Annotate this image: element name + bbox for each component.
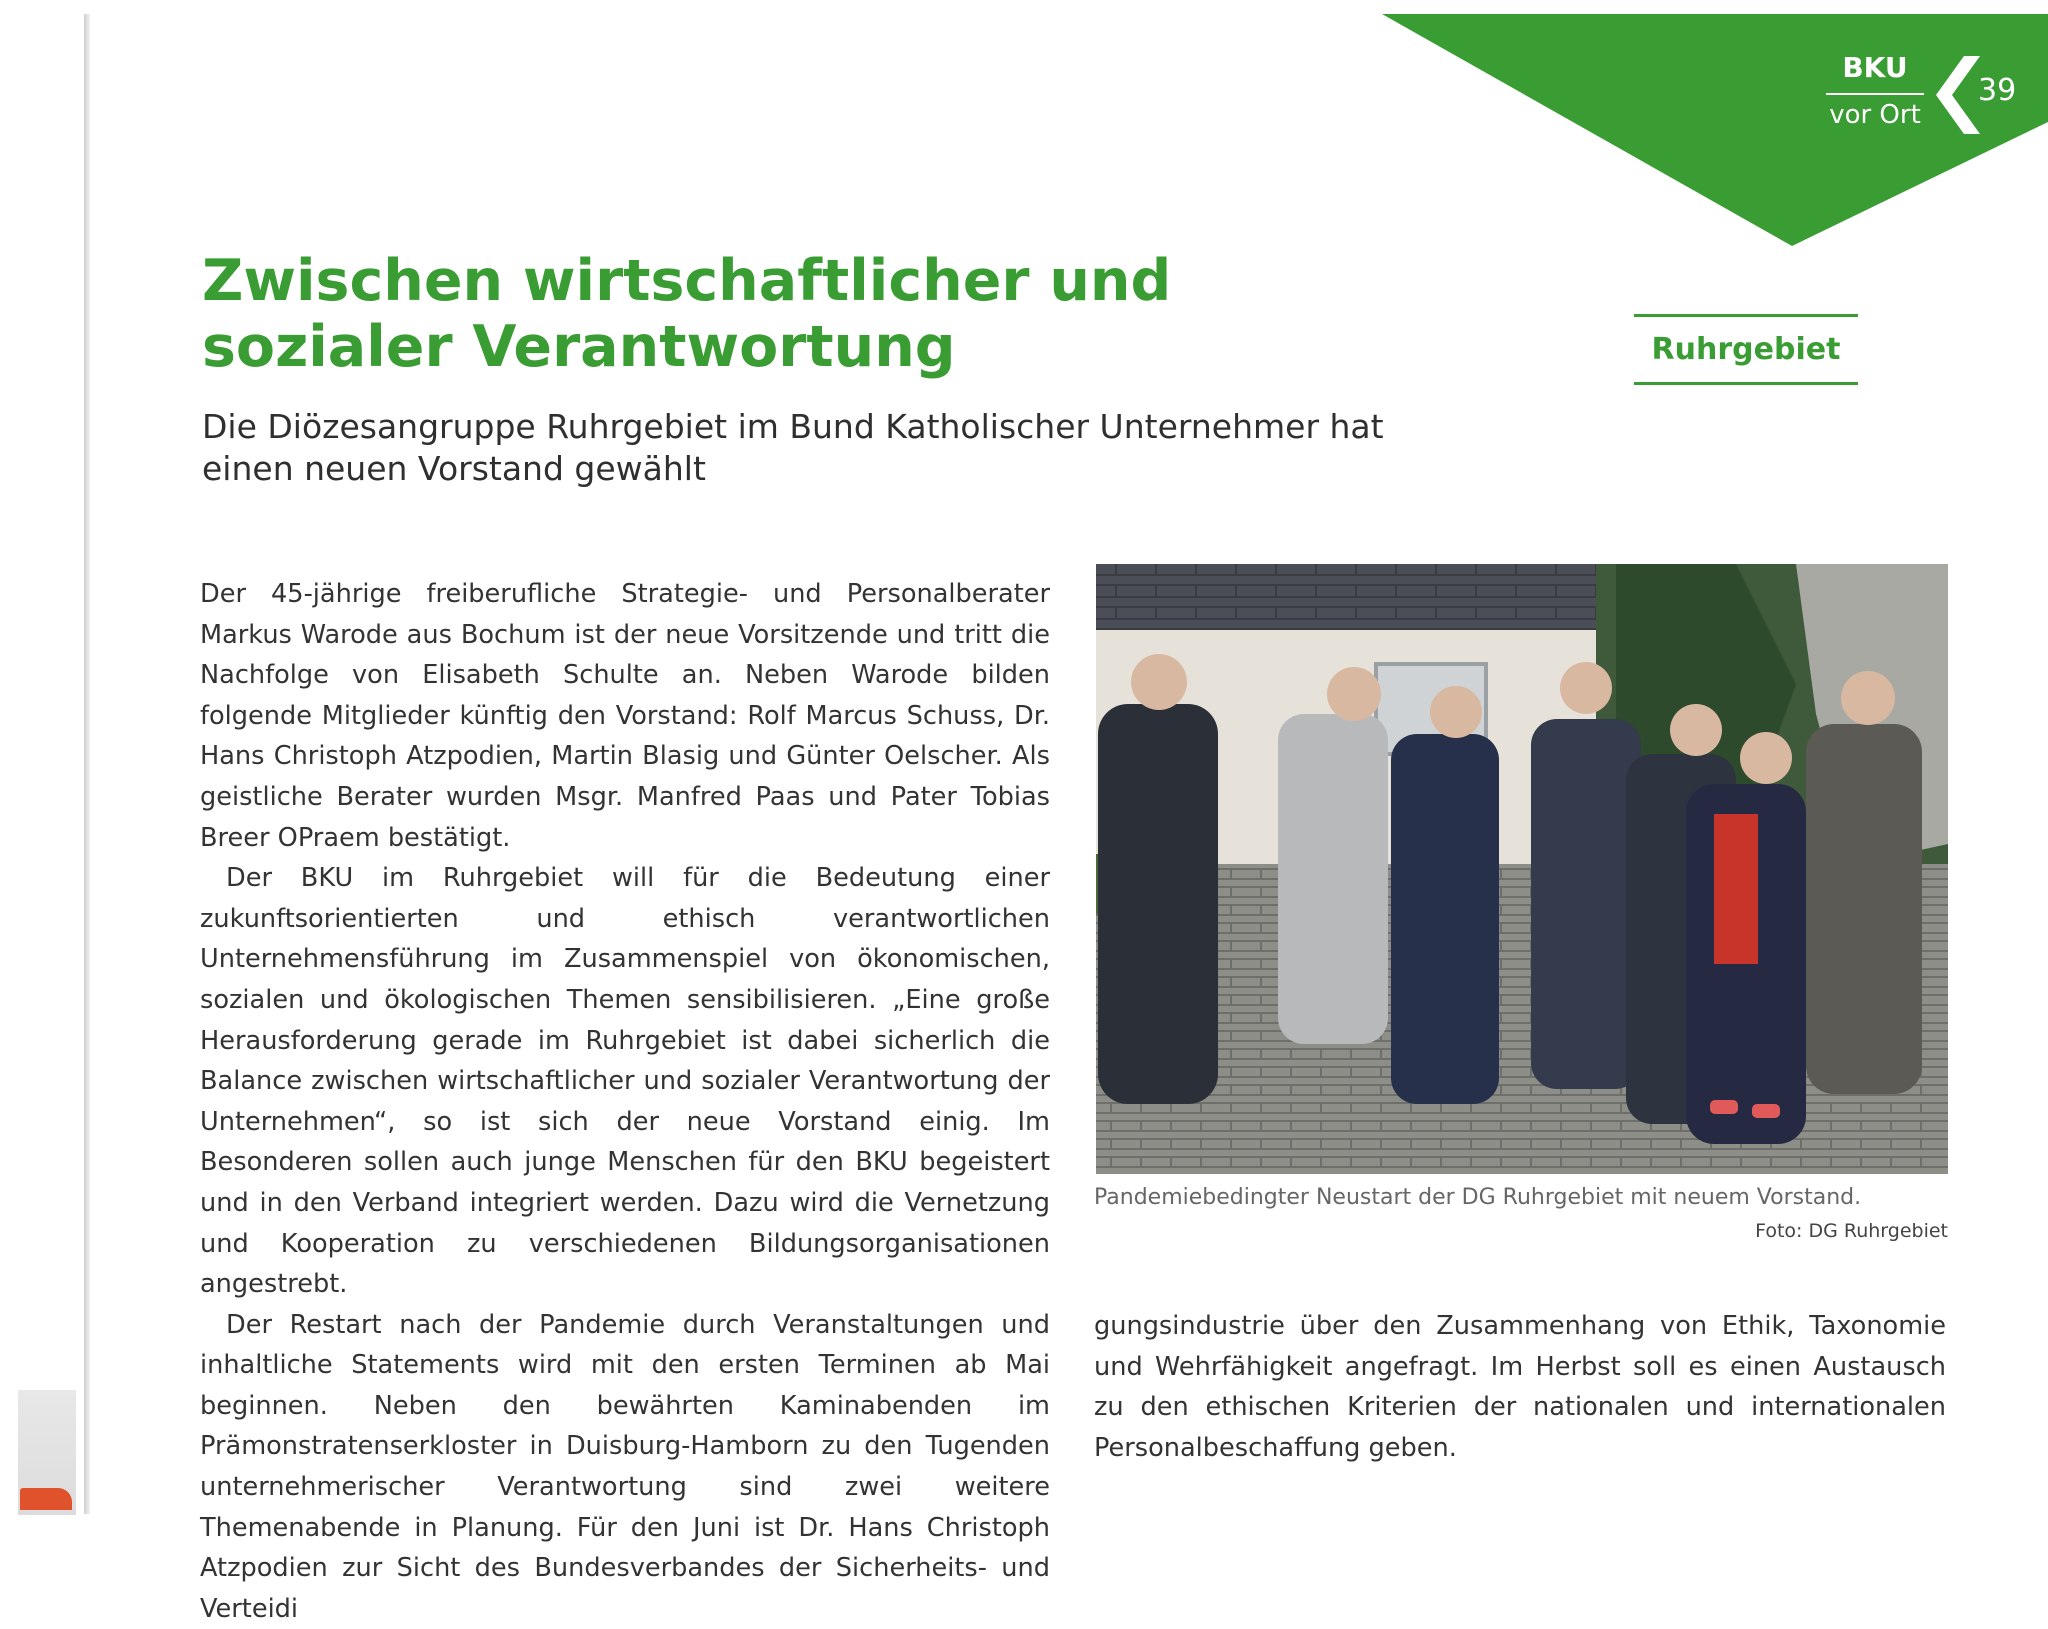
photo-credit: Foto: DG Ruhrgebiet	[1755, 1220, 1948, 1242]
section-subtitle: vor Ort	[1829, 100, 1921, 130]
article-paragraph: Der BKU im Ruhrgebiet will für die Bedeutung einer zukunftsorientierten und ethisch verantwortlichen Unternehmensführung im Zusammenspiel von ökonomischen, sozialen und ökologischen Themen sensibilisieren. „Eine große Herausforderung gerade im Ruhrgebiet ist dabei sicherlich die Balance zwischen wirtschaftlicher und sozialer Verantwortung der Unternehmen“, so ist sich der neue Vorstand einig. Im Besonderen sollen auch junge Menschen für den BKU begeistert und in den Verband integriert werden. Dazu wird die Vernetzung und Kooperation zu verschiedenen Bildungsorganisationen angestrebt.	[200, 863, 1050, 1300]
region-tag-rule-bottom	[1634, 382, 1858, 385]
page-number: 39	[1978, 73, 2017, 108]
group-photo	[1096, 564, 1948, 1174]
article-paragraph: Der Restart nach der Pandemie durch Veranstaltungen und inhaltliche Statements wird mit den ersten Terminen ab Mai beginnen. Neben den bewährten Kaminabenden im Prämonstratenserkloster in Duisburg-Hamborn zu den Tugenden unternehmerischer Verantwortung sind zwei weitere Themenabende in Planung. Für den Juni ist Dr. Hans Christoph Atzpodien zur Sicht des Bundesverbandes der Sicherheits- und Verteidi	[200, 1309, 1050, 1624]
region-tag-rule-top	[1634, 314, 1858, 317]
article-subtitle: Die Diözesangruppe Ruhrgebiet im Bund Katholischer Unternehmer hat einen neuen Vorstand gewählt	[202, 407, 1384, 488]
group-photo-illustration	[1096, 564, 1948, 1174]
chevron-left-icon	[1934, 56, 1980, 134]
section-brand: BKU	[1842, 51, 1908, 84]
section-brand-rule	[1826, 93, 1924, 95]
neighbour-page-strip	[20, 1488, 72, 1510]
article-paragraph: gungsindustrie über den Zusammenhang von Ethik, Taxonomie und Wehrfähigkeit angefragt. Im Herbst soll es einen Austausch zu den ethischen Kriterien der nationalen und internationalen Personalbeschaffung geben.	[1094, 1311, 1946, 1463]
article-title: Zwischen wirtschaftlicher und sozialer Verantwortung	[202, 248, 1172, 380]
photo-caption: Pandemiebedingter Neustart der DG Ruhrgebiet mit neuem Vorstand.	[1094, 1185, 1862, 1210]
article-body-left-column	[200, 574, 1050, 1624]
article-paragraph: Der 45-jährige freiberufliche Strategie- und Personalberater Markus Warode aus Bochum ist der neue Vorsitzende und tritt die Nachfolge von Elisabeth Schulte an. Neben Warode bilden folgende Mitglieder künftig den Vorstand: Rolf Marcus Schuss, Dr. Hans Christoph Atzpodien, Martin Blasig und Günter Oelscher. Als geistliche Berater wurden Msgr. Manfred Paas und Pater Tobias Breer OPraem bestätigt.	[200, 579, 1050, 853]
page-gutter-edge	[84, 14, 90, 1514]
region-tag: Ruhrgebiet	[1651, 332, 1841, 367]
article-body-right-column	[1094, 1306, 1946, 1463]
